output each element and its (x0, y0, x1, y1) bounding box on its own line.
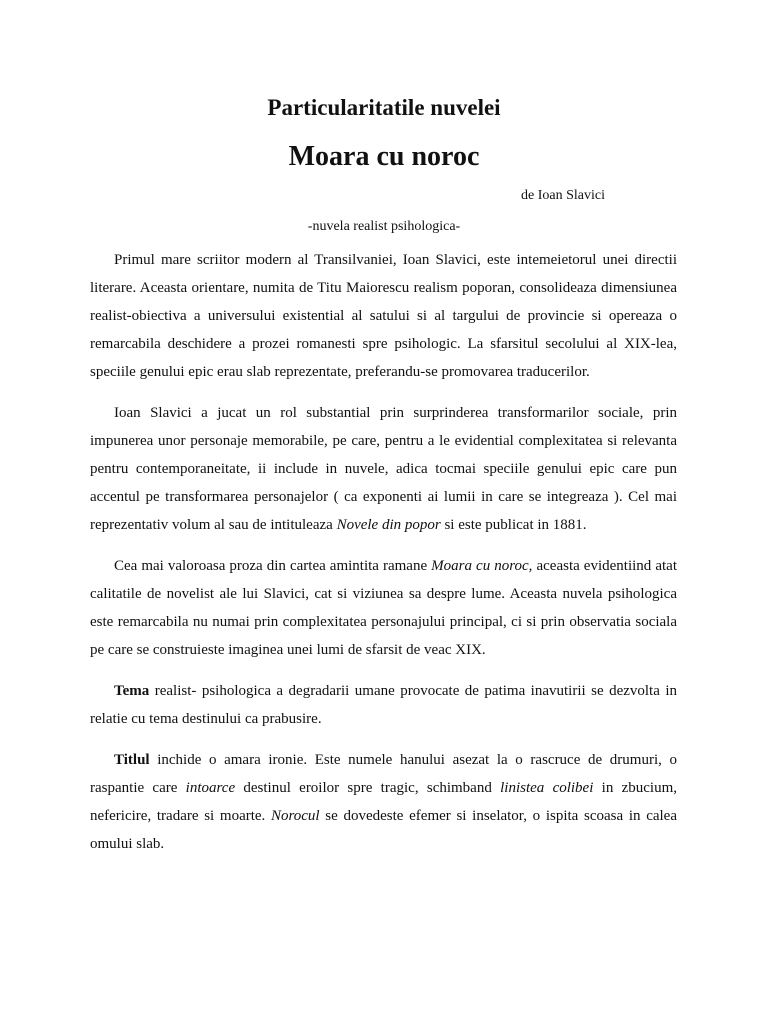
paragraph-text: realist- psihologica a degradarii umane provocate de patima inavutirii se dezvolta in relatie cu tema destinului ca prabusire. (90, 683, 677, 727)
paragraph-slavici-role (90, 399, 677, 539)
paragraph-text: destinul eroilor spre tragic, schimband (235, 780, 501, 796)
paragraph-intro (90, 246, 677, 386)
paragraph-text: Cea mai valoroasa proza din cartea amintita ramane (114, 558, 432, 574)
paragraph-tema (90, 677, 677, 733)
emphasis-italic: linistea colibei (500, 780, 594, 796)
emphasis-italic: intoarce (185, 780, 236, 796)
genre-line: -nuvela realist psihologica- (307, 219, 461, 234)
titlul-heading: Titlul (114, 752, 150, 768)
paragraph-titlul (90, 746, 677, 858)
tema-heading: Tema (114, 683, 150, 699)
paragraph-text: in zbucium, nefericire, tradare si moarte. (90, 780, 678, 824)
paragraph-text: aceasta evidentiind atat calitatile de novelist ale lui Slavici, cat si viziunea sa despre lume. Aceasta nuvela psihologica este remarcabila nu numai prin complexitatea personajului principal, ci si prin observatia sociala pe care se construieste imaginea unei lumi de sfarsit de veac XIX. (90, 558, 677, 658)
paragraph-text: inchide o amara ironie. Este numele hanului asezat la o rascruce de drumuri, o raspantie care (90, 752, 677, 796)
document-body (90, 246, 677, 871)
emphasis-italic: Norocul (270, 808, 320, 824)
paragraph-text: si este publicat in 1881. (440, 517, 587, 533)
paragraph-text: Ioan Slavici a jucat un rol substantial prin surprinderea transformarilor sociale, prin impunerea unor personaje memorabile, pe care, pentru a le evidential complexitatea si relevanta pentru contemporaneitate, ii include in nuvele, adica tocmai speciile genului epic care pun accentul pe transformarea personajelor ( ca exponenti ai lumii in care se integreaza ). Cel mai reprezentativ volum al sau de intituleaza (90, 405, 677, 533)
work-title-italic: Moara cu noroc, (431, 558, 533, 574)
paragraph-text: Primul mare scriitor modern al Transilvaniei, Ioan Slavici, este intemeietorul unei directii literare. Aceasta orientare, numita de Titu Maiorescu realism poporan, consolideaza dimensiunea realist-obiectiva a universului existential al satului si al targului de provincie si opereaza o remarcabila deschidere a prozei romanesti spre psihologic. La sfarsitul secolului al XIX-lea, speciile genului epic erau slab reprezentate, preferandu-se promovarea traducerilor. (90, 252, 677, 380)
book-title-italic: Novele din popor (336, 517, 441, 533)
paragraph-text: se dovedeste efemer si inselator, o ispita scoasa in calea omului slab. (90, 808, 677, 852)
author-line: de Ioan Slavici (521, 188, 605, 203)
paragraph-moara-cu-noroc (90, 552, 677, 664)
document-subtitle: Moara cu noroc (288, 141, 480, 172)
document-title: Particularitatile nuvelei (267, 95, 501, 120)
